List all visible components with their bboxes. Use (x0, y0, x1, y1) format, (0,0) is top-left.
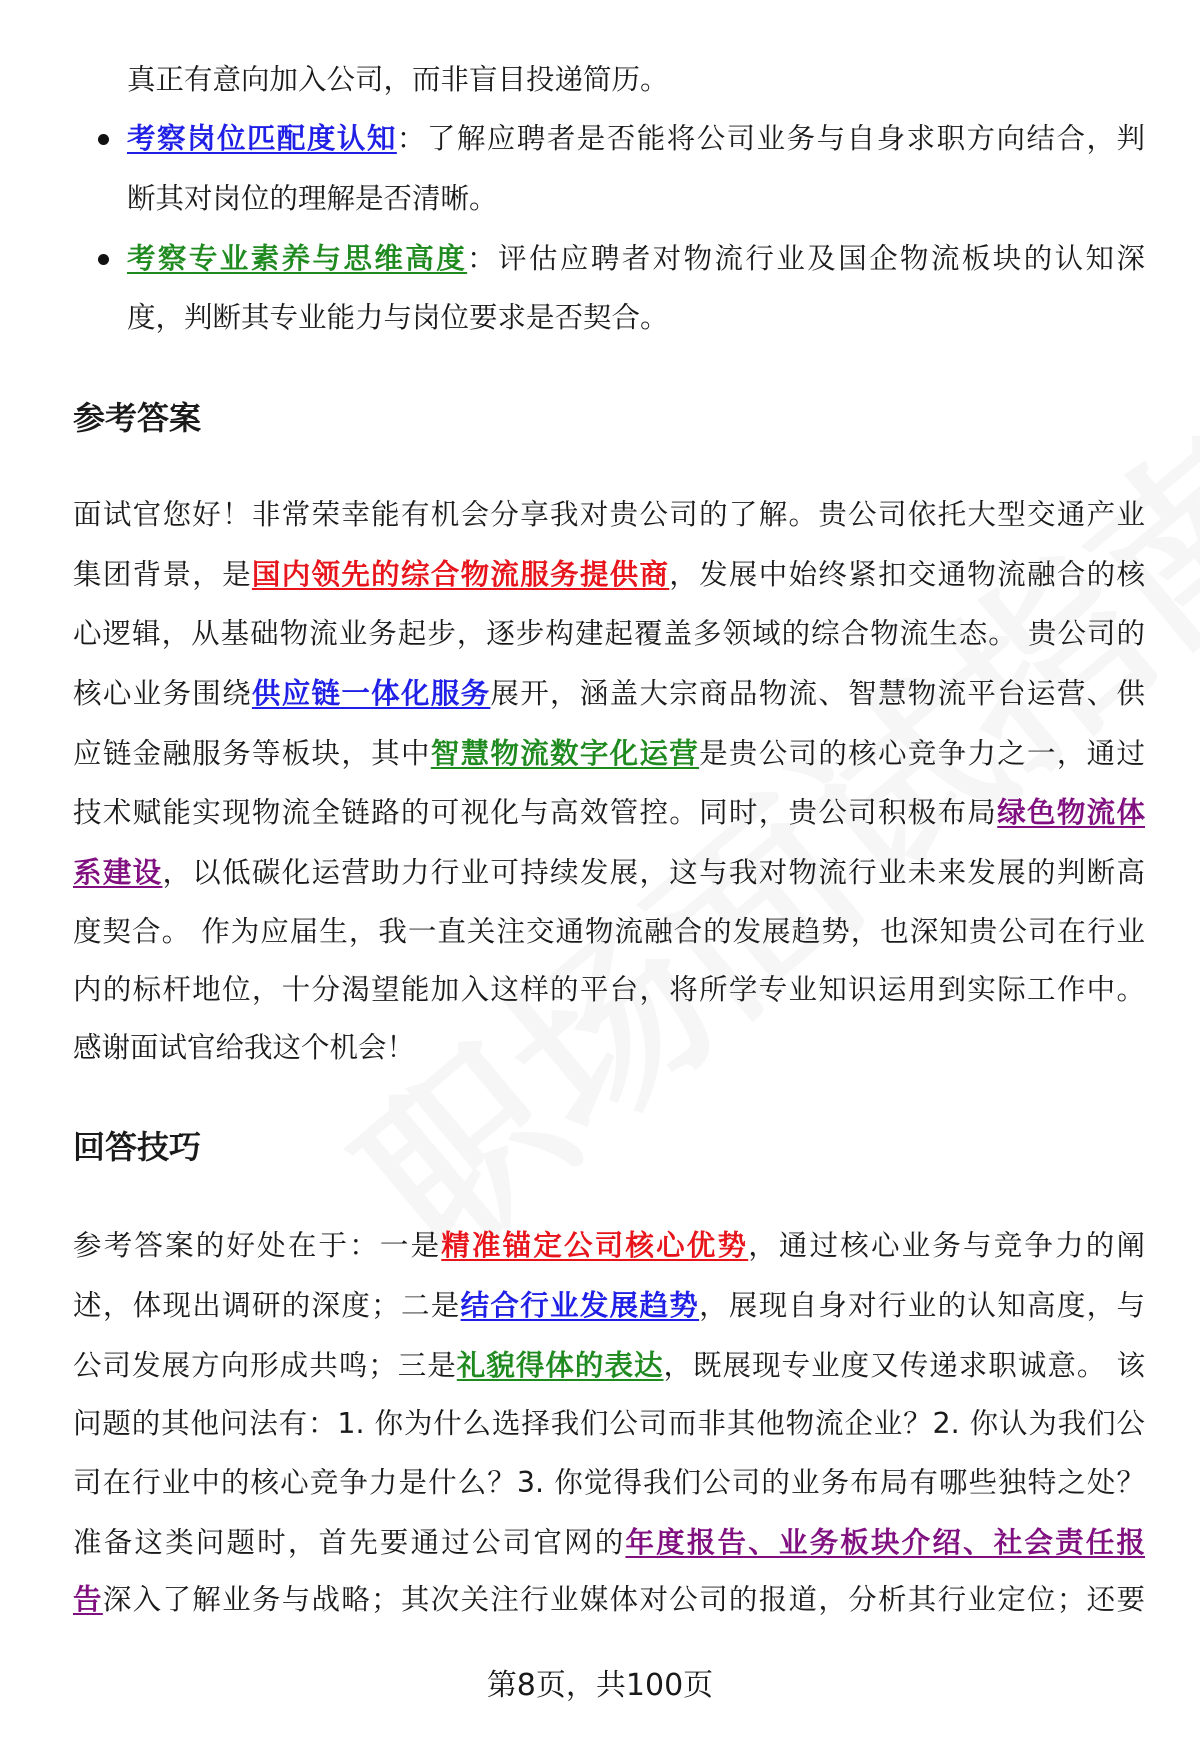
text-segment: 心逻辑，从基础物流业务起步，逐步构建起覆盖多领域的综合物流生态。 贵公司的 (73, 617, 1145, 650)
tips-line (73, 1570, 1145, 1630)
text-segment: 是贵公司的核心竞争力之一，通过 (699, 737, 1145, 770)
bullet-line (127, 288, 1145, 348)
answer-line (73, 843, 1145, 903)
text-segment: 问题的其他问法有：1. 你为什么选择我们公司而非其他物流企业？2. 你认为我们公 (73, 1407, 1145, 1440)
heading-answer-tips: 回答技巧 (73, 1128, 202, 1166)
highlighted-keyword: 年度报告、业务板块介绍、社会责任报 (625, 1526, 1145, 1559)
highlighted-keyword: 智慧物流数字化运营 (430, 737, 700, 770)
text-segment: 核心业务围绕 (73, 677, 252, 710)
text-segment: 展开，涵盖大宗商品物流、智慧物流平台运营、供 (490, 677, 1145, 710)
highlighted-keyword: 国内领先的综合物流服务提供商 (251, 558, 670, 591)
answer-line (73, 545, 1145, 605)
text-segment: 述，体现出调研的深度；二是 (73, 1289, 461, 1322)
highlighted-keyword: 告 (73, 1583, 103, 1616)
answer-line (73, 664, 1145, 724)
bullet-line (127, 169, 1145, 229)
answer-line (73, 1018, 1145, 1078)
text-segment: 司在行业中的核心竞争力是什么？3. 你觉得我们公司的业务布局有哪些独特之处？ (73, 1466, 1145, 1499)
highlighted-keyword: 绿色物流体 (997, 796, 1145, 829)
text-segment: ，发展中始终紧扣交通物流融合的核 (669, 558, 1145, 591)
highlighted-keyword: 考察专业素养与思维高度 (127, 242, 468, 275)
tips-line (73, 1336, 1145, 1396)
text-segment: ，展现自身对行业的认知高度，与 (699, 1289, 1145, 1322)
bullet-icon (98, 134, 109, 145)
answer-line (73, 902, 1145, 962)
text-segment: 参考答案的好处在于：一是 (73, 1229, 442, 1262)
tips-line (73, 1394, 1145, 1454)
text-segment: ：评估应聘者对物流行业及国企物流板块的认知深 (467, 242, 1145, 275)
page-number: 第8页，共100页 (486, 1668, 714, 1703)
answer-line (73, 783, 1145, 843)
text-segment: 集团背景，是 (73, 558, 252, 591)
highlighted-keyword: 礼貌得体的表达 (456, 1349, 664, 1382)
highlighted-keyword: 考察岗位匹配度认知 (127, 122, 397, 155)
answer-line (73, 604, 1145, 664)
highlighted-keyword: 供应链一体化服务 (251, 677, 491, 710)
text-segment: 面试官您好！非常荣幸能有机会分享我对贵公司的了解。贵公司依托大型交通产业 (73, 498, 1145, 531)
text-segment: ：了解应聘者是否能将公司业务与自身求职方向结合，判 (396, 122, 1145, 155)
tips-line (73, 1453, 1145, 1513)
text-segment: 度，判断其专业能力与岗位要求是否契合。 (127, 301, 669, 334)
text-segment: 准备这类问题时，首先要通过公司官网的 (73, 1526, 626, 1559)
text-segment: 技术赋能实现物流全链路的可视化与高效管控。同时，贵公司积极布局 (73, 796, 998, 829)
text-segment: 感谢面试官给我这个机会！ (73, 1031, 416, 1064)
answer-line (73, 960, 1145, 1020)
text-segment: ，以低碳化运营助力行业可持续发展，这与我对物流行业未来发展的判断高 (162, 856, 1145, 889)
bullet-icon (98, 254, 109, 265)
text-segment: ，既展现专业度又传递求职诚意。 该 (663, 1349, 1145, 1382)
tips-line (73, 1216, 1145, 1276)
tips-line (73, 1276, 1145, 1336)
text-segment: 度契合。 作为应届生，我一直关注交通物流融合的发展趋势，也深知贵公司在行业 (73, 915, 1145, 948)
text-segment: 真正有意向加入公司，而非盲目投递简历。 (127, 63, 669, 96)
tips-line (73, 1513, 1145, 1573)
answer-line (73, 485, 1145, 545)
text-segment: 应链金融服务等板块，其中 (73, 737, 431, 770)
highlighted-keyword: 结合行业发展趋势 (460, 1289, 700, 1322)
highlighted-keyword: 精准锚定公司核心优势 (441, 1229, 749, 1262)
bullet-line (127, 50, 1145, 110)
answer-line (73, 724, 1145, 784)
text-segment: 内的标杆地位，十分渴望能加入这样的平台，将所学专业知识运用到实际工作中。 (73, 973, 1145, 1006)
text-segment: 深入了解业务与战略；其次关注行业媒体对公司的报道，分析其行业定位；还要 (102, 1583, 1145, 1616)
heading-reference-answer: 参考答案 (73, 399, 202, 437)
bullet-line (127, 109, 1145, 169)
text-segment: 公司发展方向形成共鸣；三是 (73, 1349, 457, 1382)
text-segment: 断其对岗位的理解是否清晰。 (127, 182, 498, 215)
highlighted-keyword: 系建设 (73, 856, 163, 889)
bullet-line (127, 229, 1145, 289)
text-segment: ，通过核心业务与竞争力的阐 (748, 1229, 1145, 1262)
